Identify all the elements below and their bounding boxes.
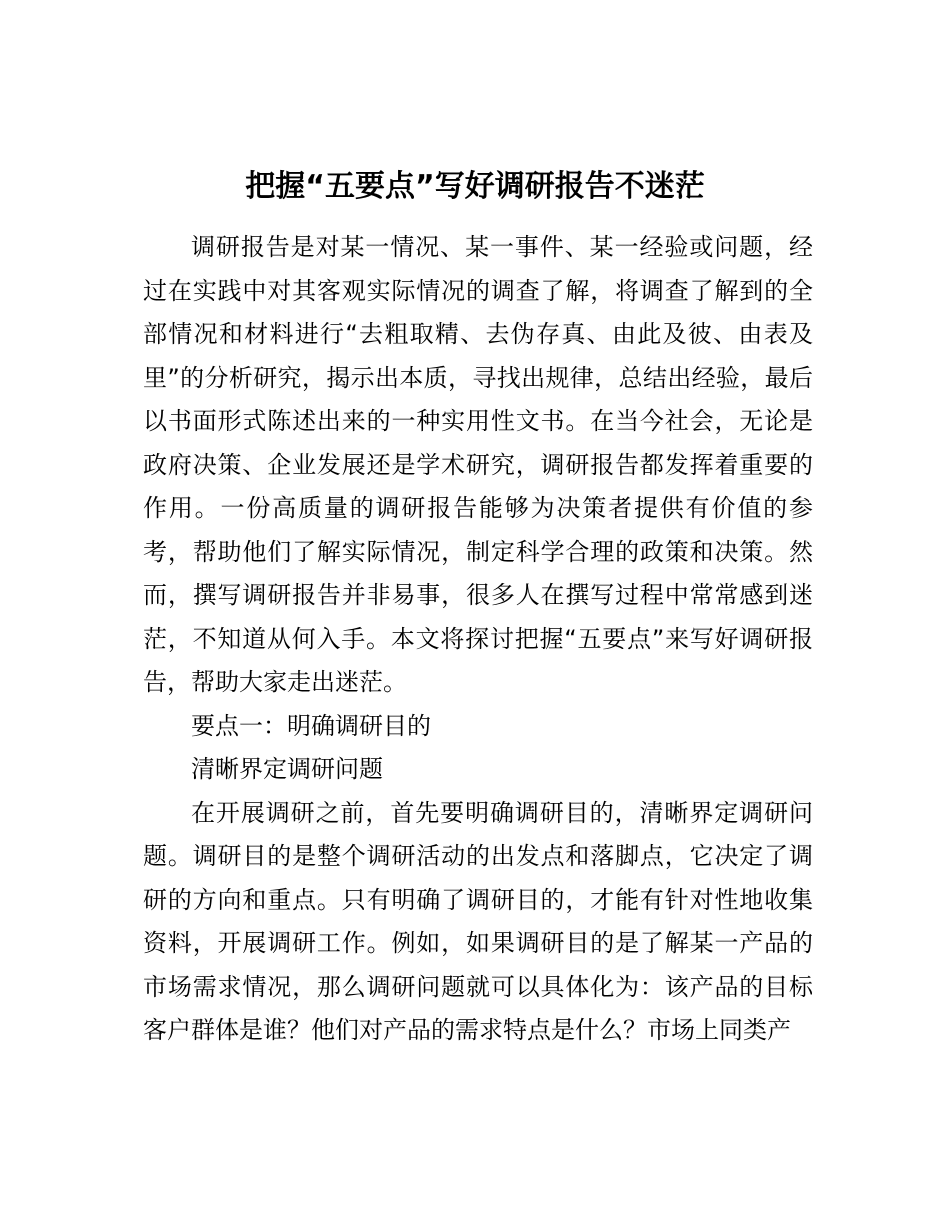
intro-paragraph: 调研报告是对某一情况、某一事件、某一经验或问题，经过在实践中对其客观实际情况的调查了解，将调查了解到的全部情况和材料进行“去粗取精、去伪存真、由此及彼、由表及里”的分析研究，揭示出本质，寻找出规律，总结出经验，最后以书面形式陈述出来的一种实用性文书。在当今社会，无论是政府决策、企业发展还是学术研究，调研报告都发挥着重要的作用。一份高质量的调研报告能够为决策者提供有价值的参考，帮助他们了解实际情况，制定科学合理的政策和决策。然而，撰写调研报告并非易事，很多人在撰写过程中常常感到迷茫，不知道从何入手。本文将探讨把握“五要点”来写好调研报告，帮助大家走出迷茫。 (143, 233, 813, 696)
section-heading: 要点一：明确调研目的 (191, 711, 431, 740)
document-title: 把握“五要点”写好调研报告不迷茫 (245, 169, 705, 204)
sub-heading: 清晰界定调研问题 (191, 755, 383, 783)
body-paragraph: 在开展调研之前，首先要明确调研目的，清晰界定调研问题。调研目的是整个调研活动的出发点和落脚点，它决定了调研的方向和重点。只有明确了调研目的，才能有针对性地收集资料，开展调研工作。例如，如果调研目的是了解某一产品的市场需求情况，那么调研问题就可以具体化为：该产品的目标客户群体是谁？他们对产品的需求特点是什么？市场上同类产 (143, 798, 813, 1044)
document-body (143, 226, 813, 1053)
